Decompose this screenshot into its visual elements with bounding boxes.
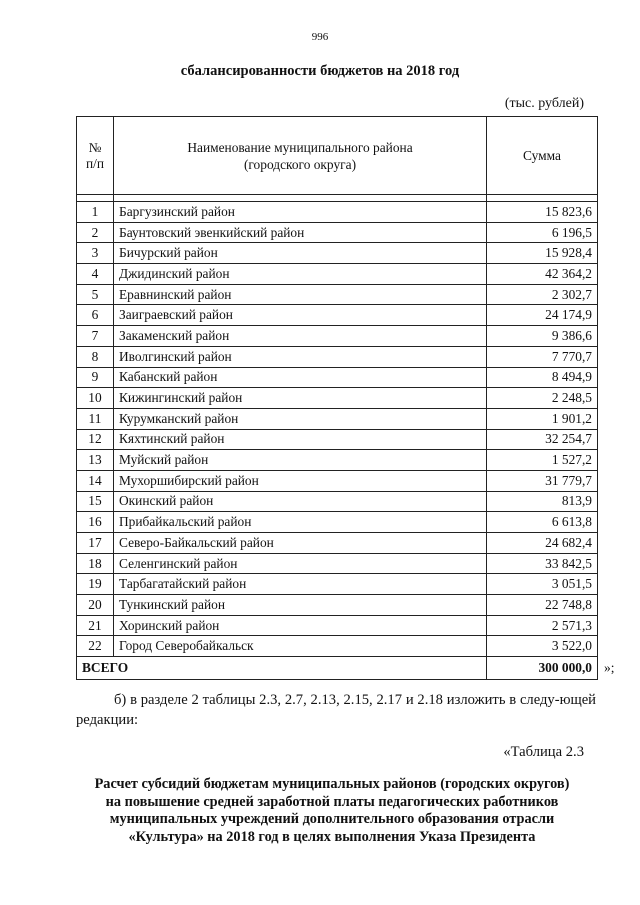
row-name: Закаменский район	[114, 326, 487, 347]
column-header-name-line1: Наименование муниципального района	[187, 139, 413, 155]
row-name: Хоринский район	[114, 615, 487, 636]
table-row	[77, 470, 598, 491]
section-title-line: муниципальных учреждений дополнительного образования отрасли	[109, 811, 555, 827]
table-header-row	[77, 117, 598, 195]
row-sum: 15 928,4	[487, 243, 598, 264]
table-row	[77, 326, 598, 347]
row-number: 22	[77, 636, 114, 657]
row-name: Кабанский район	[114, 367, 487, 388]
row-sum: 31 779,7	[487, 470, 598, 491]
table-row	[77, 222, 598, 243]
row-sum: 813,9	[487, 491, 598, 512]
table-row	[77, 574, 598, 595]
amendment-paragraph: б) в разделе 2 таблицы 2.3, 2.7, 2.13, 2.15, 2.17 и 2.18 изложить в следу-ющей редакции:	[76, 692, 596, 728]
row-number: 5	[77, 284, 114, 305]
row-name: Кижингинский район	[114, 388, 487, 409]
row-name: Город Северобайкальск	[114, 636, 487, 657]
column-header-number	[77, 117, 114, 195]
row-sum: 9 386,6	[487, 326, 598, 347]
table-heading: сбалансированности бюджетов на 2018 год	[180, 63, 460, 79]
budget-table	[76, 116, 598, 680]
row-sum: 24 174,9	[487, 305, 598, 326]
table-row	[77, 636, 598, 657]
row-sum: 15 823,6	[487, 202, 598, 223]
header-spacer-row	[77, 195, 598, 202]
row-sum: 6 613,8	[487, 512, 598, 533]
row-number: 13	[77, 450, 114, 471]
row-number: 17	[77, 533, 114, 554]
table-row	[77, 367, 598, 388]
section-title	[0, 776, 640, 846]
row-sum: 2 248,5	[487, 388, 598, 409]
total-label: ВСЕГО	[77, 657, 487, 680]
table-row	[77, 243, 598, 264]
table-row	[77, 595, 598, 616]
row-sum: 2 302,7	[487, 284, 598, 305]
row-sum: 42 364,2	[487, 264, 598, 285]
row-number: 10	[77, 388, 114, 409]
column-header-number-line1: №	[88, 139, 102, 155]
row-name: Прибайкальский район	[114, 512, 487, 533]
row-name: Муйский район	[114, 450, 487, 471]
total-row	[77, 657, 598, 680]
row-number: 1	[77, 202, 114, 223]
row-number: 19	[77, 574, 114, 595]
row-number: 14	[77, 470, 114, 491]
table-row	[77, 615, 598, 636]
table-row	[77, 264, 598, 285]
column-header-name-line2: (городского округа)	[243, 156, 357, 172]
row-sum: 3 522,0	[487, 636, 598, 657]
row-name: Еравнинский район	[114, 284, 487, 305]
section-title-line: Расчет субсидий бюджетам муниципальных районов (городских округов)	[94, 776, 570, 792]
row-name: Иволгинский район	[114, 346, 487, 367]
table-row	[77, 284, 598, 305]
column-header-sum: Сумма	[487, 117, 598, 195]
table-label: «Таблица 2.3	[503, 744, 584, 760]
table-row	[77, 553, 598, 574]
row-name: Северо-Байкальский район	[114, 533, 487, 554]
table-row	[77, 408, 598, 429]
row-number: 8	[77, 346, 114, 367]
row-number: 2	[77, 222, 114, 243]
row-number: 18	[77, 553, 114, 574]
closing-mark: »;	[604, 660, 615, 675]
row-name: Кяхтинский район	[114, 429, 487, 450]
row-name: Джидинский район	[114, 264, 487, 285]
table-row	[77, 450, 598, 471]
page-number: 996	[311, 31, 329, 43]
row-number: 3	[77, 243, 114, 264]
table-row	[77, 512, 598, 533]
row-number: 15	[77, 491, 114, 512]
table-row	[77, 305, 598, 326]
row-sum: 1 527,2	[487, 450, 598, 471]
row-sum: 7 770,7	[487, 346, 598, 367]
row-number: 6	[77, 305, 114, 326]
table-body	[77, 202, 598, 657]
row-number: 7	[77, 326, 114, 347]
row-name: Мухоршибирский район	[114, 470, 487, 491]
total-sum: 300 000,0	[487, 657, 598, 680]
section-title-line: на повышение средней заработной платы педагогических работников	[105, 793, 559, 810]
table-row	[77, 202, 598, 223]
table-row	[77, 533, 598, 554]
table-row	[77, 346, 598, 367]
table-row	[77, 491, 598, 512]
column-header-number-line2: п/п	[85, 155, 105, 171]
row-name: Курумканский район	[114, 408, 487, 429]
row-name: Баргузинский район	[114, 202, 487, 223]
row-sum: 2 571,3	[487, 615, 598, 636]
row-sum: 24 682,4	[487, 533, 598, 554]
row-number: 11	[77, 408, 114, 429]
row-number: 4	[77, 264, 114, 285]
table-row	[77, 388, 598, 409]
row-sum: 33 842,5	[487, 553, 598, 574]
row-number: 21	[77, 615, 114, 636]
row-name: Бичурский район	[114, 243, 487, 264]
column-header-name	[114, 117, 487, 195]
row-sum: 8 494,9	[487, 367, 598, 388]
row-name: Тункинский район	[114, 595, 487, 616]
row-name: Заиграевский район	[114, 305, 487, 326]
row-sum: 3 051,5	[487, 574, 598, 595]
row-name: Селенгинский район	[114, 553, 487, 574]
table-row	[77, 429, 598, 450]
row-sum: 22 748,8	[487, 595, 598, 616]
unit-note: (тыс. рублей)	[504, 96, 584, 111]
row-number: 12	[77, 429, 114, 450]
row-number: 9	[77, 367, 114, 388]
row-sum: 32 254,7	[487, 429, 598, 450]
row-name: Окинский район	[114, 491, 487, 512]
row-sum: 6 196,5	[487, 222, 598, 243]
row-number: 20	[77, 595, 114, 616]
section-title-line: «Культура» на 2018 год в целях выполнения Указа Президента	[128, 828, 536, 845]
row-name: Баунтовский эвенкийский район	[114, 222, 487, 243]
row-name: Тарбагатайский район	[114, 574, 487, 595]
row-number: 16	[77, 512, 114, 533]
row-sum: 1 901,2	[487, 408, 598, 429]
